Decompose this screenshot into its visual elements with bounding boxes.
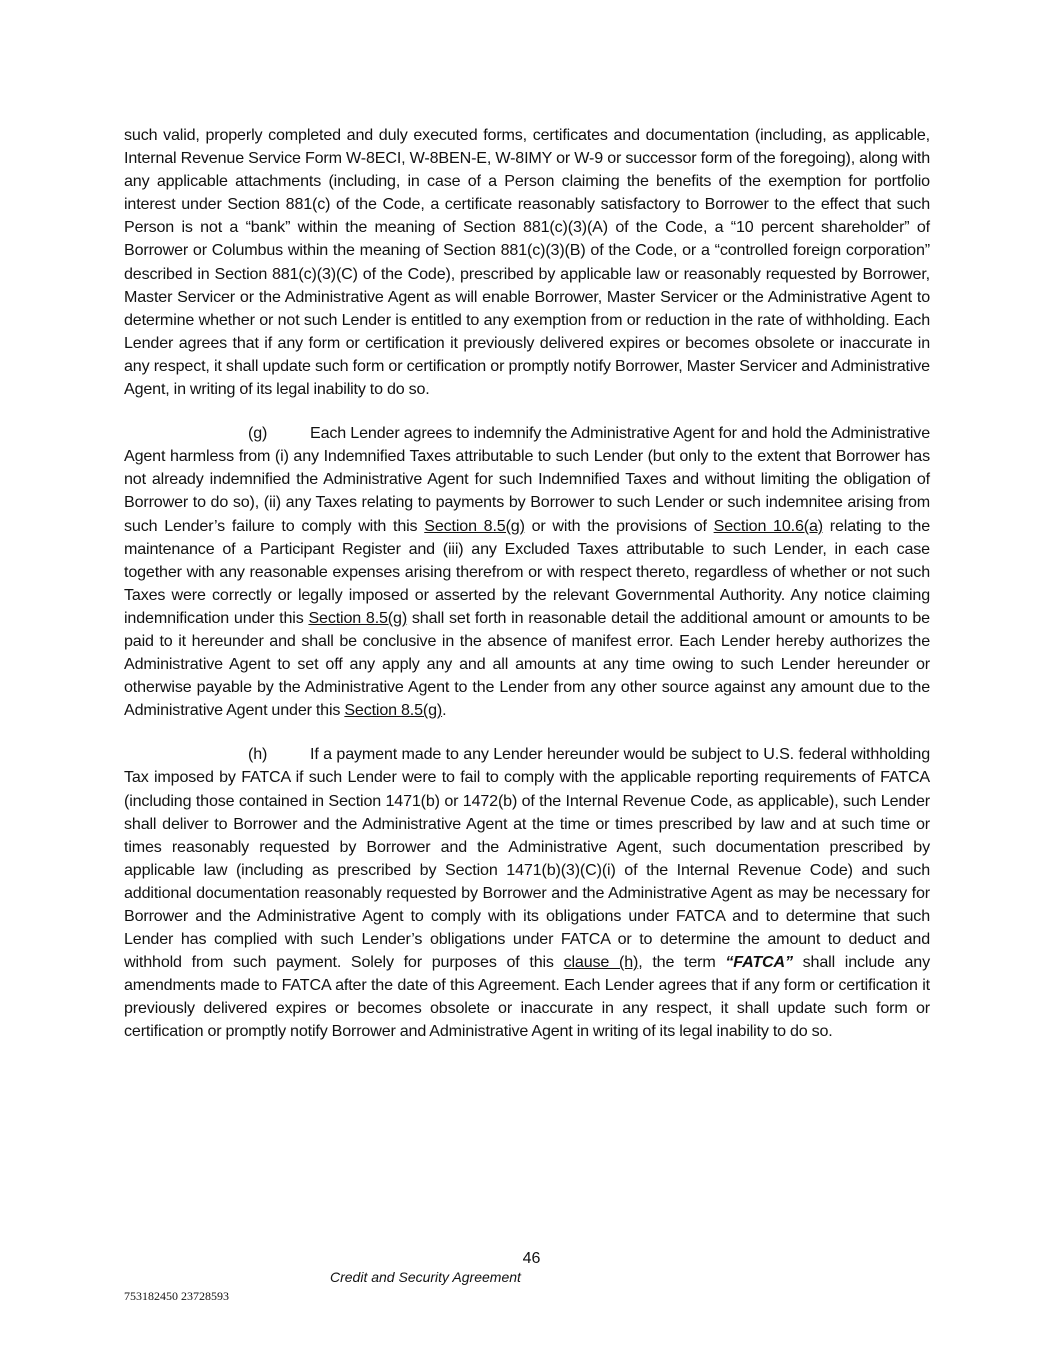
document-body <box>124 124 930 1065</box>
defined-term: “FATCA” <box>725 953 793 972</box>
paragraph-text: relating to the maintenance of a Participant Register and (iii) any Excluded Taxes attributable to such Lender, in each case together with any reasonable expenses arising therefrom or with respect thereto, regardless of whether or not such Taxes were correctly or legally imposed or asserted by the relevant Governmental Authority. Any notice claiming indemnification under this <box>124 516 931 627</box>
document-id: 753182450 23728593 <box>124 1289 229 1303</box>
section-reference: Section 10.6(a) <box>713 516 823 535</box>
page-number: 46 <box>522 1250 541 1267</box>
clause-reference: clause (h) <box>563 953 639 972</box>
paragraph-f-continuation <box>124 124 930 401</box>
paragraph-text: If a payment made to any Lender hereunder would be subject to U.S. federal withholding Tax imposed by FATCA if such Lender were to fail to comply with the applicable reporting requirements of FATCA (including those contained in Section 1471(b) or 1472(b) of the Internal Revenue Code, as applicable), such Lender shall deliver to Borrower and the Administrative Agent at the time or times prescribed by law and at such time or times reasonably requested by Borrower and the Administrative Agent, such documentation prescribed by applicable law (including as prescribed by Section 1471(b)(3)(C)(i) of the Internal Revenue Code) and such additional documentation reasonably requested by Borrower and the Administrative Agent as may be necessary for Borrower and the Administrative Agent to comply with its obligations under FATCA and to determine that such Lender has complied with such Lender’s obligations under FATCA or to determine the amount to deduct and withhold from such payment. Solely for purposes of this <box>124 745 930 972</box>
section-reference: Section 8.5(g) <box>424 516 525 535</box>
footer-title: Credit and Security Agreement <box>330 1269 521 1285</box>
paragraph-text: such valid, properly completed and duly executed forms, certificates and documentation (including, as applicable, Internal Revenue Service Form W-8ECI, W-8BEN-E, W-8IMY or W-9 or successor form of the foregoing), along with any applicable attachments (including, in case of a Person claiming the benefits of the exemption for portfolio interest under Section 881(c) of the Code, a certificate reasonably satisfactory to Borrower to the effect that such Person is not a “bank” within the meaning of Section 881(c)(3)(A) of the Code, a “10 percent shareholder” of Borrower or Columbus within the meaning of Section 881(c)(3)(B) of the Code, or a “controlled foreign corporation” described in Section 881(c)(3)(C) of the Code), prescribed by applicable law or reasonably requested by Borrower, Master Servicer or the Administrative Agent as will enable Borrower, Master Servicer or the Administrative Agent to determine whether or not such Lender is entitled to any exemption from or reduction in the rate of withholding. Each Lender agrees that if any form or certification it previously delivered expires or becomes obsolete or inaccurate in any respect, it shall update such form or certification or promptly notify Borrower, Master Servicer and Administrative Agent, in writing of its legal inability to do so. <box>124 126 930 399</box>
section-reference: Section 8.5(g) <box>344 701 443 720</box>
paragraph-text: shall set forth in reasonable detail the additional amount or amounts to be paid to it hereunder and shall be conclusive in the absence of manifest error. Each Lender hereby authorizes the Administrative Agent to set off any apply any and all amounts at any time owing to such Lender hereunder or otherwise payable by the Administrative Agent to the Lender from any other source against any amount due to the Administrative Agent under this <box>124 608 930 720</box>
section-reference: Section 8.5(g) <box>308 608 408 627</box>
paragraph-marker: (g) <box>248 424 268 443</box>
paragraph-marker: (h) <box>248 745 268 764</box>
paragraph-g <box>124 422 930 722</box>
paragraph-h <box>124 743 930 1043</box>
paragraph-text: or with the provisions of <box>524 516 714 535</box>
paragraph-text: shall include any amendments made to FATCA after the date of this Agreement. Each Lender agrees that if any form or certification it previously delivered expires or becomes obsolete or inaccurate in any respect, it shall update such form or certification or promptly notify Borrower and Administrative Agent in writing of its legal inability to do so. <box>124 953 930 1041</box>
paragraph-text: Each Lender agrees to indemnify the Administrative Agent for and hold the Administrative Agent harmless from (i) any Indemnified Taxes attributable to such Lender (but only to the extent that Borrower has not already indemnified the Administrative Agent for such Indemnified Taxes and without limiting the obligation of Borrower to do so), (ii) any Taxes relating to payments by Borrower to such Lender or such indemnitee arising from such Lender’s failure to comply with this <box>124 424 930 535</box>
paragraph-text: . <box>442 701 447 720</box>
paragraph-text: , the term <box>638 953 726 972</box>
